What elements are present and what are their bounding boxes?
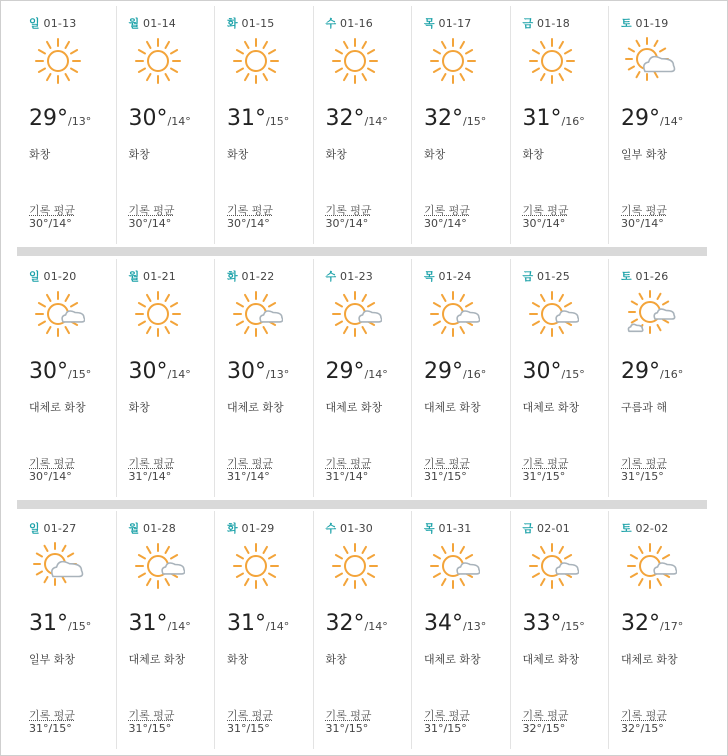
date-text: 01-20 [43,270,77,283]
day-date [227,520,275,536]
sun-icon [229,539,283,593]
day-card[interactable] [17,259,116,497]
date-text: 01-27 [43,522,77,535]
condition-text: 화창 [227,148,249,161]
record-average-value: 31°/15° [621,470,664,483]
day-date [523,15,571,31]
condition-text: 대체로 화창 [325,401,383,414]
condition-text: 대체로 화창 [424,401,481,414]
date-text: 01-21 [143,270,176,283]
week-row [17,511,707,749]
week-divider [17,247,707,256]
day-date [621,268,669,284]
low-temp: /13° [68,115,92,128]
record-average-value: 30°/14° [128,217,172,230]
sun-icon [328,34,382,88]
record-average-link[interactable]: 기록 평균 [424,204,471,217]
day-card[interactable] [313,259,412,497]
record-average-value: 30°/14° [522,217,566,230]
temperature [29,611,91,636]
record-average-link[interactable]: 기록 평균 [621,709,668,722]
day-date [29,15,77,31]
record-average-link[interactable]: 기록 평균 [325,457,372,470]
record-average-value: 30°/14° [29,470,72,483]
record-average-link[interactable]: 기록 평균 [424,709,471,722]
day-date [424,268,472,284]
record-average-value: 31°/15° [424,722,467,735]
sun-clouds-icon [623,287,677,341]
low-temp: /13° [463,620,487,633]
day-of-week: 토 [621,522,632,535]
sun-icon [131,287,185,341]
record-average-link[interactable]: 기록 평균 [29,204,76,217]
condition-text: 대체로 화창 [621,653,678,666]
high-temp: 32° [621,611,660,636]
record-average-value: 31°/14° [128,470,172,483]
record-average-value: 30°/14° [29,217,72,230]
sun-cloud-icon [426,287,480,341]
day-card[interactable] [510,6,609,244]
condition-text: 화창 [128,148,150,161]
date-text: 01-31 [438,522,472,535]
day-card[interactable] [510,511,609,749]
record-average-link[interactable]: 기록 평균 [621,204,668,217]
record-average-link[interactable]: 기록 평균 [128,709,175,722]
low-temp: /14° [266,620,290,633]
high-temp: 29° [621,359,660,384]
low-temp: /14° [167,115,191,128]
day-of-week: 토 [621,270,632,283]
day-of-week: 화 [227,522,238,535]
day-card[interactable] [608,511,707,749]
date-text: 01-25 [537,270,570,283]
date-text: 01-23 [340,270,373,283]
temperature [227,106,289,131]
low-temp: /15° [68,620,92,633]
date-text: 01-26 [635,270,669,283]
low-temp: /14° [167,620,191,633]
day-date [29,268,77,284]
condition-text: 대체로 화창 [29,401,86,414]
record-average-value: 30°/14° [621,217,664,230]
record-average-value: 31°/15° [29,722,72,735]
day-of-week: 목 [424,270,435,283]
high-temp: 33° [522,611,562,636]
day-of-week: 월 [128,522,140,535]
date-text: 02-02 [635,522,669,535]
day-card[interactable] [411,511,510,749]
temperature [523,359,585,384]
record-average-link[interactable]: 기록 평균 [522,709,569,722]
temperature [424,611,486,636]
condition-text: 화창 [128,401,150,414]
record-average-value: 31°/14° [227,470,270,483]
day-date [621,520,669,536]
day-card[interactable] [214,511,313,749]
low-temp: /15° [561,368,585,381]
temperature [424,359,486,384]
record-average-link[interactable]: 기록 평균 [621,457,668,470]
sun-cloud-big-icon [31,539,85,593]
temperature [523,611,585,636]
low-temp: /14° [660,115,684,128]
low-temp: /15° [266,115,290,128]
day-date [424,520,472,536]
day-card[interactable] [17,511,116,749]
day-of-week: 화 [227,270,238,283]
temperature [621,106,683,131]
low-temp: /16° [660,368,684,381]
temperature [129,359,191,384]
sun-cloud-big-icon [623,34,677,88]
record-average-link[interactable]: 기록 평균 [29,457,76,470]
high-temp: 29° [621,106,660,131]
low-temp: /14° [364,115,388,128]
day-of-week: 수 [325,17,337,30]
day-of-week: 일 [29,522,40,535]
condition-text: 대체로 화창 [128,653,186,666]
record-average-value: 30°/14° [325,217,369,230]
day-card[interactable] [608,259,707,497]
sun-icon [31,34,85,88]
high-temp: 31° [227,611,266,636]
temperature [326,611,388,636]
low-temp: /17° [660,620,684,633]
record-average-value: 30°/14° [227,217,270,230]
day-of-week: 금 [522,17,534,30]
date-text: 01-24 [438,270,472,283]
week-divider [17,500,707,509]
high-temp: 31° [29,611,68,636]
day-card[interactable] [313,6,412,244]
day-of-week: 금 [522,270,534,283]
record-average-value: 31°/15° [522,470,566,483]
day-date [129,268,177,284]
low-temp: /14° [364,620,388,633]
day-card[interactable] [510,259,609,497]
day-of-week: 일 [29,17,40,30]
day-card[interactable] [214,259,313,497]
record-average-value: 30°/14° [424,217,467,230]
high-temp: 29° [424,359,463,384]
record-average-link[interactable]: 기록 평균 [29,709,76,722]
sun-cloud-icon [525,287,579,341]
day-of-week: 월 [128,270,140,283]
date-text: 01-14 [143,17,176,30]
day-date [621,15,669,31]
high-temp: 30° [128,359,168,384]
day-date [523,520,571,536]
high-temp: 30° [29,359,68,384]
low-temp: /15° [68,368,92,381]
record-average-value: 31°/15° [128,722,172,735]
day-date [523,268,571,284]
temperature [523,106,585,131]
record-average-link[interactable]: 기록 평균 [325,204,372,217]
date-text: 01-18 [537,17,570,30]
condition-text: 대체로 화창 [522,401,580,414]
low-temp: /15° [463,115,487,128]
day-card[interactable] [411,259,510,497]
week-row [17,6,707,244]
day-of-week: 화 [227,17,238,30]
condition-text: 화창 [424,148,446,161]
record-average-link[interactable]: 기록 평균 [227,204,274,217]
low-temp: /14° [167,368,191,381]
temperature [29,359,91,384]
high-temp: 31° [227,106,266,131]
sun-icon [525,34,579,88]
temperature [129,106,191,131]
high-temp: 31° [128,611,168,636]
temperature [227,359,289,384]
condition-text: 대체로 화창 [424,653,481,666]
record-average-value: 32°/15° [621,722,664,735]
condition-text: 대체로 화창 [227,401,284,414]
sun-icon [426,34,480,88]
temperature [29,106,91,131]
sun-cloud-icon [426,539,480,593]
date-text: 01-13 [43,17,77,30]
day-card[interactable] [411,6,510,244]
sun-cloud-icon [623,539,677,593]
day-of-week: 수 [325,270,337,283]
low-temp: /14° [364,368,388,381]
sun-cloud-icon [131,539,185,593]
record-average-value: 31°/15° [227,722,270,735]
day-card[interactable] [313,511,412,749]
condition-text: 구름과 해 [621,401,668,414]
condition-text: 화창 [29,148,51,161]
sun-cloud-icon [31,287,85,341]
day-date [129,520,177,536]
temperature [326,359,388,384]
date-text: 01-16 [340,17,373,30]
date-text: 01-19 [635,17,669,30]
condition-text: 일부 화창 [621,148,668,161]
day-date [227,268,275,284]
record-average-link[interactable]: 기록 평균 [424,457,471,470]
high-temp: 29° [29,106,68,131]
high-temp: 30° [522,359,562,384]
high-temp: 32° [424,106,463,131]
record-average-link[interactable]: 기록 평균 [128,457,175,470]
sun-icon [131,34,185,88]
sun-icon [328,539,382,593]
low-temp: /15° [561,620,585,633]
day-of-week: 일 [29,270,40,283]
temperature [424,106,486,131]
day-of-week: 수 [325,522,337,535]
day-card[interactable] [17,6,116,244]
high-temp: 32° [325,611,365,636]
condition-text: 일부 화창 [29,653,76,666]
condition-text: 화창 [325,148,347,161]
day-of-week: 목 [424,522,435,535]
temperature [326,106,388,131]
week-row [17,259,707,497]
condition-text: 화창 [227,653,249,666]
date-text: 01-17 [438,17,472,30]
record-average-link[interactable]: 기록 평균 [325,709,372,722]
sun-cloud-icon [328,287,382,341]
day-card[interactable] [214,6,313,244]
high-temp: 29° [325,359,365,384]
day-date [326,268,374,284]
temperature [621,359,683,384]
high-temp: 32° [325,106,365,131]
day-date [29,520,77,536]
day-card[interactable] [116,259,215,497]
record-average-link[interactable]: 기록 평균 [522,204,569,217]
day-card[interactable] [116,511,215,749]
low-temp: /16° [561,115,585,128]
low-temp: /16° [463,368,487,381]
record-average-value: 31°/15° [325,722,369,735]
record-average-value: 32°/15° [522,722,566,735]
condition-text: 화창 [522,148,544,161]
date-text: 01-15 [241,17,275,30]
temperature [621,611,683,636]
high-temp: 34° [424,611,463,636]
day-of-week: 금 [522,522,534,535]
day-card[interactable] [608,6,707,244]
day-date [424,15,472,31]
day-date [129,15,177,31]
condition-text: 대체로 화창 [522,653,580,666]
date-text: 02-01 [537,522,570,535]
record-average-value: 31°/15° [424,470,467,483]
date-text: 01-22 [241,270,275,283]
high-temp: 30° [128,106,168,131]
high-temp: 31° [522,106,562,131]
date-text: 01-30 [340,522,373,535]
record-average-value: 31°/14° [325,470,369,483]
sun-cloud-icon [525,539,579,593]
record-average-link[interactable]: 기록 평균 [227,457,274,470]
temperature [129,611,191,636]
day-of-week: 월 [128,17,140,30]
day-date [326,15,374,31]
day-of-week: 목 [424,17,435,30]
condition-text: 화창 [325,653,347,666]
record-average-link[interactable]: 기록 평균 [128,204,175,217]
day-of-week: 토 [621,17,632,30]
record-average-link[interactable]: 기록 평균 [522,457,569,470]
temperature [227,611,289,636]
record-average-link[interactable]: 기록 평균 [227,709,274,722]
low-temp: /13° [266,368,290,381]
day-date [326,520,374,536]
day-date [227,15,275,31]
sun-cloud-icon [229,287,283,341]
day-card[interactable] [116,6,215,244]
high-temp: 30° [227,359,266,384]
date-text: 01-29 [241,522,275,535]
sun-icon [229,34,283,88]
date-text: 01-28 [143,522,176,535]
